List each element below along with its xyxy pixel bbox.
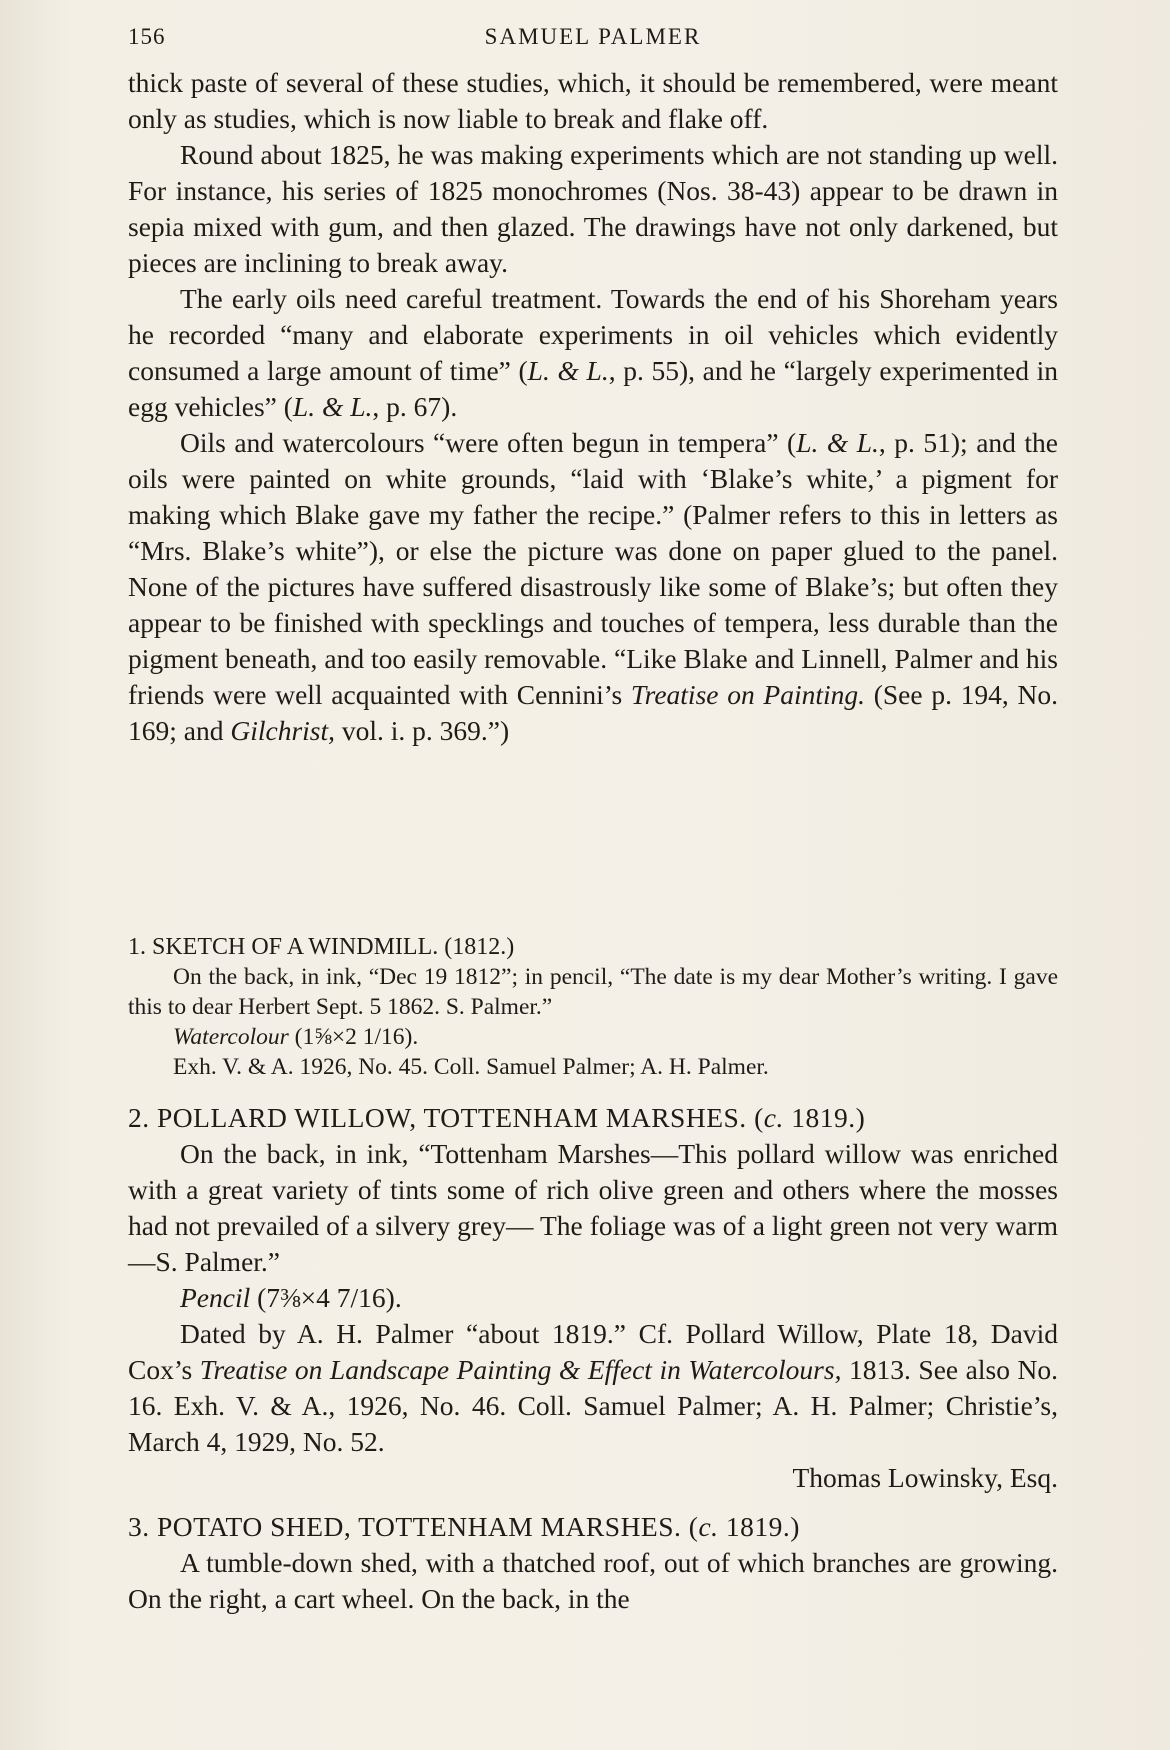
text-run: , p. 55), and he “largely experimented in egg vehicles” ( xyxy=(128,355,1059,422)
entry-provenance xyxy=(128,1316,1058,1460)
medium-label: Watercolour xyxy=(173,1024,289,1050)
running-title: SAMUEL PALMER xyxy=(484,24,702,49)
catalogue-entry-1 xyxy=(128,932,1058,1082)
entry-number: 1. xyxy=(128,934,146,960)
owner-line xyxy=(128,1460,1058,1496)
text-run: (See p. 194, No. 169; and xyxy=(128,679,1058,746)
entry-medium xyxy=(128,1280,1058,1316)
citation-ref: Gilchrist, xyxy=(230,715,336,746)
entry-medium xyxy=(128,1022,1058,1052)
text-run: ( xyxy=(688,1511,699,1542)
text-run: , p. 67). xyxy=(372,391,458,422)
paragraph-1: thick paste of several of these studies, which, it should be remembered, were meant only as studies, which is now liable to break and flake off. xyxy=(128,67,1058,134)
entry-title: SKETCH OF A WINDMILL. xyxy=(152,934,439,960)
entry-date: (1812.) xyxy=(444,934,515,960)
book-title: Treatise on Painting. xyxy=(630,679,866,710)
citation-ref: L. & L. xyxy=(527,355,609,386)
text-run: Oils and watercolours “were often begun in tempera” ( xyxy=(180,427,797,458)
text-run: Dated by A. H. Palmer “about 1819.” Cf. Pollard Willow, Plate 18, David Cox’s xyxy=(128,1318,1058,1385)
text-run: 1819.) xyxy=(783,1102,866,1133)
text-run: 1819.) xyxy=(718,1511,800,1542)
entry-title: POLLARD WILLOW, TOTTENHAM MARSHES. xyxy=(157,1102,747,1133)
circa: c. xyxy=(763,1102,784,1133)
running-head xyxy=(128,18,1058,58)
entry-heading xyxy=(128,932,1058,962)
citation-ref: L. & L. xyxy=(292,391,373,422)
page-number: 156 xyxy=(128,24,166,49)
text-run: vol. i. p. 369.”) xyxy=(335,715,510,746)
text-run: , p. 51); and the oils were painted on white grounds, “laid with ‘Blake’s white,’ a pigment for making which Blake gave my father the recipe.” (Palmer refers to this in letters as “Mrs. Blake’s white”), or else the picture was done on paper glued to the panel. None of the pictures have suffered disastrously like some of Blake’s; but often they appear to be finished with specklings and touches of tempera, less durable than the pigment beneath, and too easily removable. “Like Blake and Linnell, Palmer and his friends were well acquainted with Cennini’s xyxy=(128,427,1058,710)
text-run: ( xyxy=(754,1102,764,1133)
book-title: Treatise on Landscape Painting & Effect in Watercolours, xyxy=(199,1354,842,1385)
circa: c. xyxy=(698,1511,719,1542)
paragraph-3 xyxy=(128,281,1058,425)
entry-heading xyxy=(128,1100,1058,1136)
citation-ref: L. & L. xyxy=(796,427,879,458)
body-text xyxy=(128,65,1058,749)
entry-exhibition: Exh. V. & A. 1926, No. 45. Coll. Samuel Palmer; A. H. Palmer. xyxy=(173,1054,769,1080)
entry-note: On the back, in ink, “Dec 19 1812”; in pencil, “The date is my dear Mother’s writing. I gave this to dear Herbert Sept. 5 1862. S. Palmer.” xyxy=(128,964,1058,1020)
entry-number: 3. xyxy=(128,1511,150,1542)
dimensions: (1⅝×2 1/16). xyxy=(294,1024,419,1050)
dimensions: (7⅜×4 7/16). xyxy=(257,1282,402,1313)
entry-date xyxy=(754,1102,865,1133)
catalogue-entry-2 xyxy=(128,1100,1058,1496)
text-run: 1813. See also No. 16. Exh. V. & A., 1926, No. 46. Coll. Samuel Palmer; A. H. Palmer; Christie’s, March 4, 1929, No. 52. xyxy=(128,1354,1058,1457)
catalogue-entry-3 xyxy=(128,1509,1058,1617)
entry-owner: Thomas Lowinsky, Esq. xyxy=(792,1462,1058,1493)
entry-note: On the back, in ink, “Tottenham Marshes—This pollard willow was enriched with a great variety of tints some of rich olive green and others where the mosses had not prevailed of a silvery grey— The foliage was of a light green not very warm—S. Palmer.” xyxy=(128,1138,1058,1277)
text-run: The early oils need careful treatment. Towards the end of his Shoreham years he recorded “many and elaborate experiments in oil vehicles which evidently consumed a large amount of time” ( xyxy=(128,283,1058,386)
paragraph-4 xyxy=(128,425,1058,749)
medium-label: Pencil xyxy=(180,1282,251,1313)
entry-note: A tumble-down shed, with a thatched roof, out of which branches are growing. On the right, a cart wheel. On the back, in the xyxy=(128,1547,1058,1614)
entry-title: POTATO SHED, TOTTENHAM MARSHES. xyxy=(157,1511,682,1542)
entry-date xyxy=(689,1511,800,1542)
entry-heading xyxy=(128,1509,1058,1545)
paragraph-2: Round about 1825, he was making experiments which are not standing up well. For instance, his series of 1825 monochromes (Nos. 38-43) appear to be drawn in sepia mixed with gum, and then glazed. The drawings have not only darkened, but pieces are inclining to break away. xyxy=(128,139,1058,278)
entry-number: 2. xyxy=(128,1102,150,1133)
